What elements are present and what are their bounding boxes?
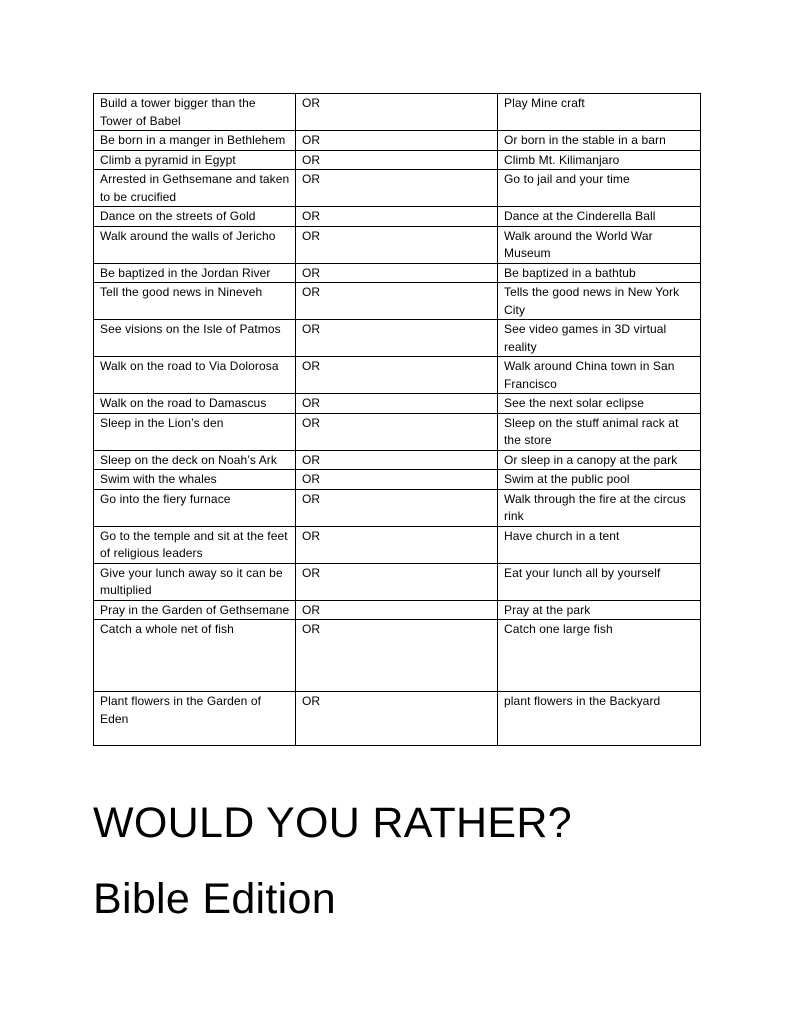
option-left: Go into the fiery furnace	[94, 489, 296, 526]
option-left: Tell the good news in Nineveh	[94, 283, 296, 320]
table-row	[94, 692, 701, 746]
table-row	[94, 283, 701, 320]
table-row	[94, 131, 701, 151]
table-row	[94, 226, 701, 263]
option-left: Be baptized in the Jordan River	[94, 263, 296, 283]
or-label: OR	[296, 620, 498, 692]
table-row	[94, 600, 701, 620]
table-row	[94, 489, 701, 526]
table-row	[94, 620, 701, 692]
table-row	[94, 263, 701, 283]
option-left: Dance on the streets of Gold	[94, 207, 296, 227]
or-label: OR	[296, 489, 498, 526]
table-row	[94, 170, 701, 207]
option-right: Have church in a tent	[498, 526, 701, 563]
option-left: Catch a whole net of fish	[94, 620, 296, 692]
table-row	[94, 357, 701, 394]
option-left: Walk on the road to Damascus	[94, 394, 296, 414]
table-row	[94, 394, 701, 414]
table-row	[94, 150, 701, 170]
table-row	[94, 526, 701, 563]
table-row	[94, 413, 701, 450]
option-right: Swim at the public pool	[498, 470, 701, 490]
or-label: OR	[296, 320, 498, 357]
page-title: WOULD YOU RATHER?	[93, 799, 572, 847]
option-left: Swim with the whales	[94, 470, 296, 490]
option-left: Walk around the walls of Jericho	[94, 226, 296, 263]
option-left: Sleep on the deck on Noah’s Ark	[94, 450, 296, 470]
or-label: OR	[296, 226, 498, 263]
page-subtitle: Bible Edition	[93, 875, 336, 923]
option-right: Walk around China town in San Francisco	[498, 357, 701, 394]
table-row	[94, 470, 701, 490]
option-right: Catch one large fish	[498, 620, 701, 692]
option-right: Sleep on the stuff animal rack at the store	[498, 413, 701, 450]
or-label: OR	[296, 131, 498, 151]
option-right: Or born in the stable in a barn	[498, 131, 701, 151]
or-label: OR	[296, 692, 498, 746]
option-left: Give your lunch away so it can be multiplied	[94, 563, 296, 600]
or-label: OR	[296, 207, 498, 227]
option-right: Or sleep in a canopy at the park	[498, 450, 701, 470]
option-right: plant flowers in the Backyard	[498, 692, 701, 746]
option-right: Tells the good news in New York City	[498, 283, 701, 320]
option-left: Build a tower bigger than the Tower of Babel	[94, 94, 296, 131]
option-right: See video games in 3D virtual reality	[498, 320, 701, 357]
option-right: Play Mine craft	[498, 94, 701, 131]
or-label: OR	[296, 283, 498, 320]
or-label: OR	[296, 357, 498, 394]
option-left: Pray in the Garden of Gethsemane	[94, 600, 296, 620]
or-label: OR	[296, 413, 498, 450]
option-right: Be baptized in a bathtub	[498, 263, 701, 283]
or-label: OR	[296, 563, 498, 600]
or-label: OR	[296, 470, 498, 490]
table-row	[94, 207, 701, 227]
or-label: OR	[296, 394, 498, 414]
or-label: OR	[296, 150, 498, 170]
option-right: Eat your lunch all by yourself	[498, 563, 701, 600]
option-right: Walk through the fire at the circus rink	[498, 489, 701, 526]
option-left: Be born in a manger in Bethlehem	[94, 131, 296, 151]
table-row	[94, 320, 701, 357]
table-row	[94, 94, 701, 131]
option-left: Plant flowers in the Garden of Eden	[94, 692, 296, 746]
or-label: OR	[296, 263, 498, 283]
option-right: Pray at the park	[498, 600, 701, 620]
table-row	[94, 563, 701, 600]
or-label: OR	[296, 170, 498, 207]
or-label: OR	[296, 526, 498, 563]
option-right: Go to jail and your time	[498, 170, 701, 207]
option-right: See the next solar eclipse	[498, 394, 701, 414]
option-left: Arrested in Gethsemane and taken to be crucified	[94, 170, 296, 207]
option-left: Sleep in the Lion’s den	[94, 413, 296, 450]
option-left: Walk on the road to Via Dolorosa	[94, 357, 296, 394]
or-label: OR	[296, 600, 498, 620]
option-left: Climb a pyramid in Egypt	[94, 150, 296, 170]
option-right: Climb Mt. Kilimanjaro	[498, 150, 701, 170]
table-row	[94, 450, 701, 470]
or-label: OR	[296, 94, 498, 131]
would-you-rather-table	[93, 93, 701, 746]
option-left: See visions on the Isle of Patmos	[94, 320, 296, 357]
option-left: Go to the temple and sit at the feet of religious leaders	[94, 526, 296, 563]
option-right: Dance at the Cinderella Ball	[498, 207, 701, 227]
option-right: Walk around the World War Museum	[498, 226, 701, 263]
or-label: OR	[296, 450, 498, 470]
